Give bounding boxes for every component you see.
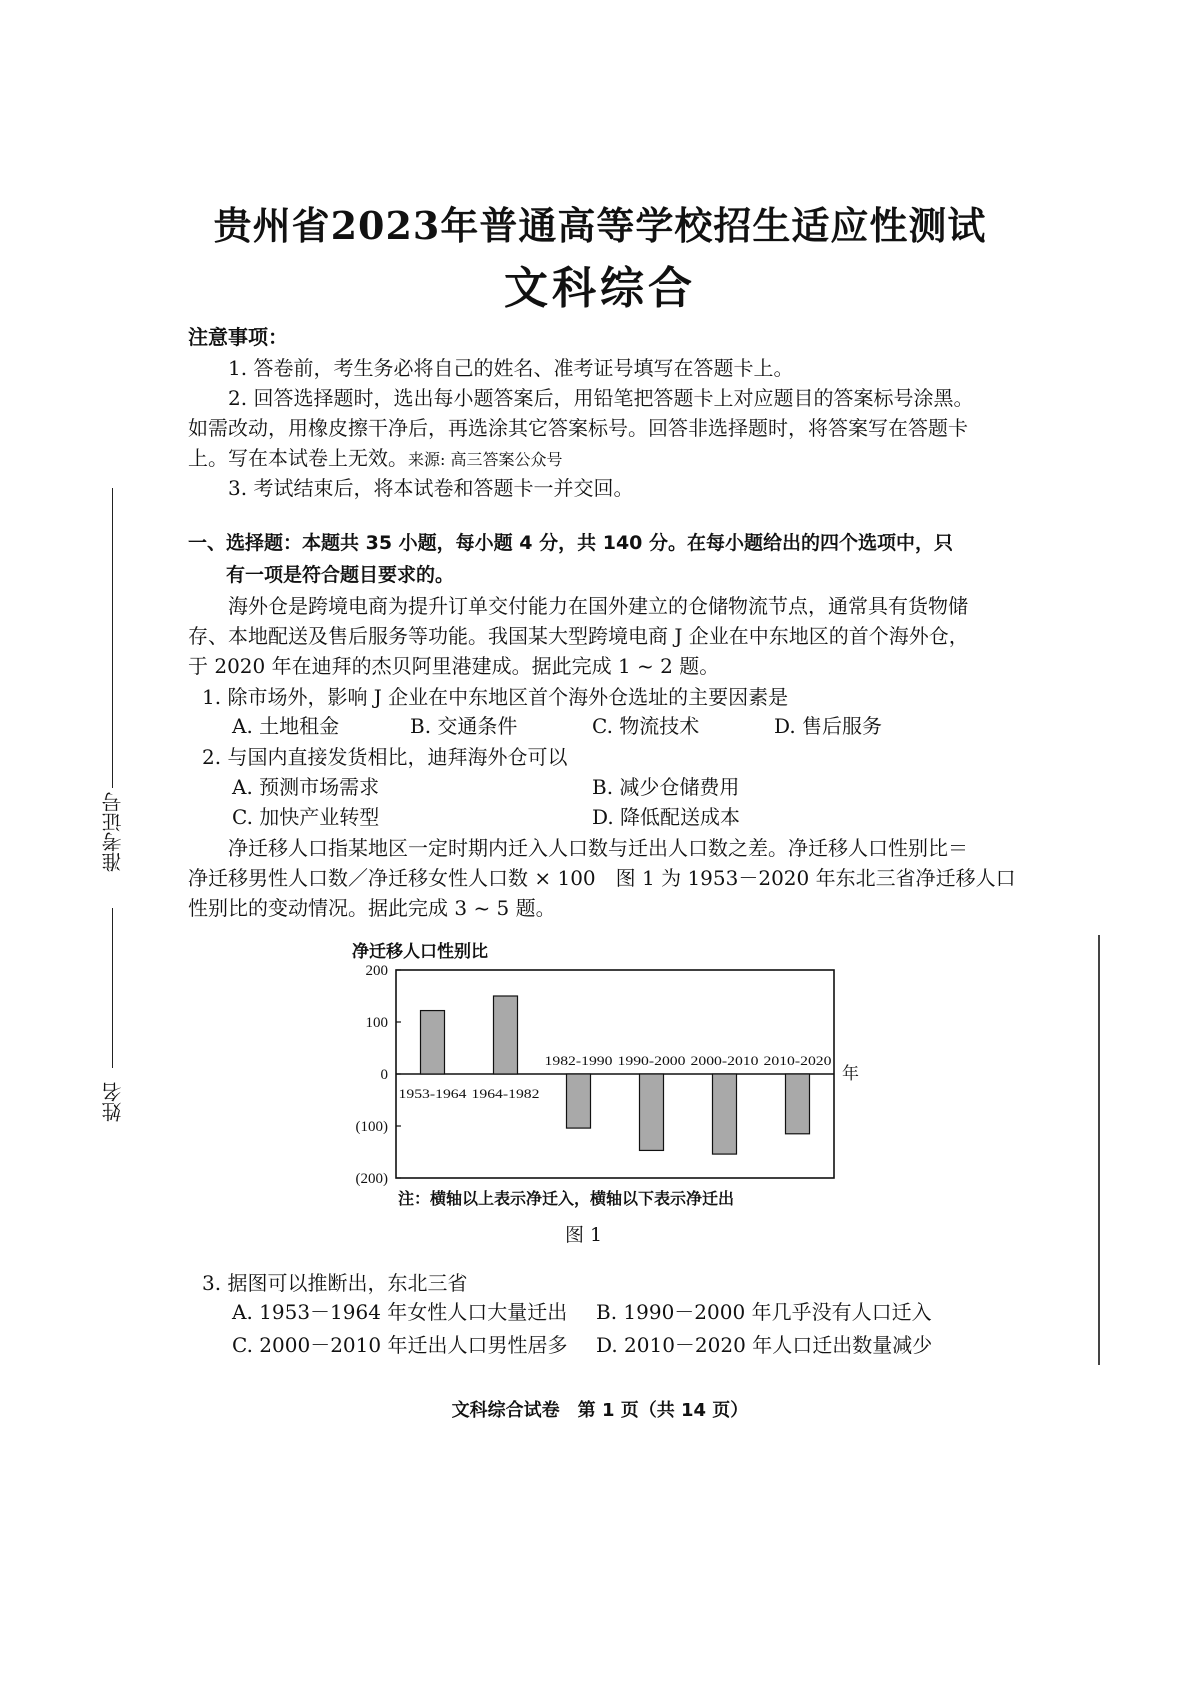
chart-note: 注：横轴以上表示净迁入，横轴以下表示净迁出 [398,1189,735,1208]
scan-edge-line [1098,935,1100,1365]
category-label: 1982-1990 [544,1053,613,1068]
y-tick-label: (200) [355,1171,388,1187]
question-1-option-c: C. 物流技术 [592,714,700,738]
category-label: 1964-1982 [471,1086,540,1101]
x-axis-label: 年 [842,1064,859,1084]
y-tick-label: 100 [365,1015,388,1031]
question-2-stem: 2. 与国内直接发货相比，迪拜海外仓可以 [202,745,568,769]
page-footer: 文科综合试卷 第 1 页（共 14 页） [451,1400,749,1421]
chart-bar [713,1074,737,1154]
passage-1-line-1: 海外仓是跨境电商为提升订单交付能力在国外建立的仓储物流节点，通常具有货物储 [228,594,968,618]
figure-1-chart [340,958,880,1208]
section-heading-line-1: 一、选择题：本题共 35 小题，每小题 4 分，共 140 分。在每小题给出的四个选项中，只 [188,532,954,554]
question-2-option-a: A. 预测市场需求 [232,775,380,799]
exam-title: 贵州省2023年普通高等学校招生适应性测试 [213,203,987,248]
y-tick-label: 200 [365,963,388,979]
question-3-option-a: A. 1953－1964 年女性人口大量迁出 [232,1300,568,1324]
category-label: 2010-2020 [763,1053,832,1068]
y-tick-label: (100) [355,1119,388,1135]
question-2-option-b: B. 减少仓储费用 [592,775,740,799]
passage-1-line-3: 于 2020 年在迪拜的杰贝阿里港建成。据此完成 1 ~ 2 题。 [188,654,720,678]
note-item-3: 3. 考试结束后，将本试卷和答题卡一并交回。 [228,476,634,500]
question-3-option-d: D. 2010－2020 年人口迁出数量减少 [596,1333,933,1357]
chart-bar [494,996,518,1074]
question-3-option-c: C. 2000－2010 年迁出人口男性居多 [232,1333,568,1357]
chart-bar [421,1011,445,1074]
passage-2-line-2: 净迁移男性人口数／净迁移女性人口数 × 100 图 1 为 1953－2020 年东北三省净迁移人口 [188,866,1016,890]
chart-bar [567,1074,591,1128]
question-3-stem: 3. 据图可以推断出，东北三省 [202,1271,468,1295]
exam-number-label: 准考证号 [101,792,125,872]
y-tick-label: 0 [380,1067,388,1083]
question-2-option-d: D. 降低配送成本 [592,805,741,829]
figure-caption: 图 1 [565,1224,603,1246]
chart-y-axis-label: 净迁移人口性别比 [352,942,488,962]
subject-title: 文科综合 [504,263,696,314]
category-label: 1953-1964 [398,1086,468,1101]
question-1-stem: 1. 除市场外，影响 J 企业在中东地区首个海外仓选址的主要因素是 [202,685,789,709]
question-1-option-a: A. 土地租金 [232,714,340,738]
chart-bar [640,1074,664,1150]
binding-line-top [112,488,113,788]
note-item-2-line-2: 如需改动，用橡皮擦干净后，再选涂其它答案标号。回答非选择题时，将答案写在答题卡 [188,416,968,440]
question-1-option-d: D. 售后服务 [774,714,883,738]
passage-2-line-1: 净迁移人口指某地区一定时期内迁入人口数与迁出人口数之差。净迁移人口性别比＝ [228,836,968,860]
binding-line-middle [112,908,113,1068]
passage-1-line-2: 存、本地配送及售后服务等功能。我国某大型跨境电商 J 企业在中东地区的首个海外仓， [188,624,969,648]
question-2-option-c: C. 加快产业转型 [232,805,380,829]
passage-2-line-3: 性别比的变动情况。据此完成 3 ~ 5 题。 [188,896,556,920]
note-item-2-line-1: 2. 回答选择题时，选出每小题答案后，用铅笔把答题卡上对应题目的答案标号涂黑。 [228,386,974,410]
section-heading-line-2: 有一项是符合题目要求的。 [226,564,455,586]
question-3-option-b: B. 1990－2000 年几乎没有人口迁入 [596,1300,932,1324]
category-label: 2000-2010 [690,1053,759,1068]
question-1-option-b: B. 交通条件 [410,714,518,738]
note-item-1: 1. 答卷前，考生务必将自己的姓名、准考证号填写在答题卡上。 [228,356,794,380]
note-item-2-text: 上。写在本试卷上无效。 [188,446,408,470]
source-note: 来源: 高三答案公众号 [408,450,563,469]
name-label: 姓名 [101,1082,125,1122]
category-label: 1990-2000 [617,1053,686,1068]
notes-heading: 注意事项： [188,325,288,349]
chart-bar [786,1074,810,1134]
note-item-2-line-3 [188,446,562,472]
